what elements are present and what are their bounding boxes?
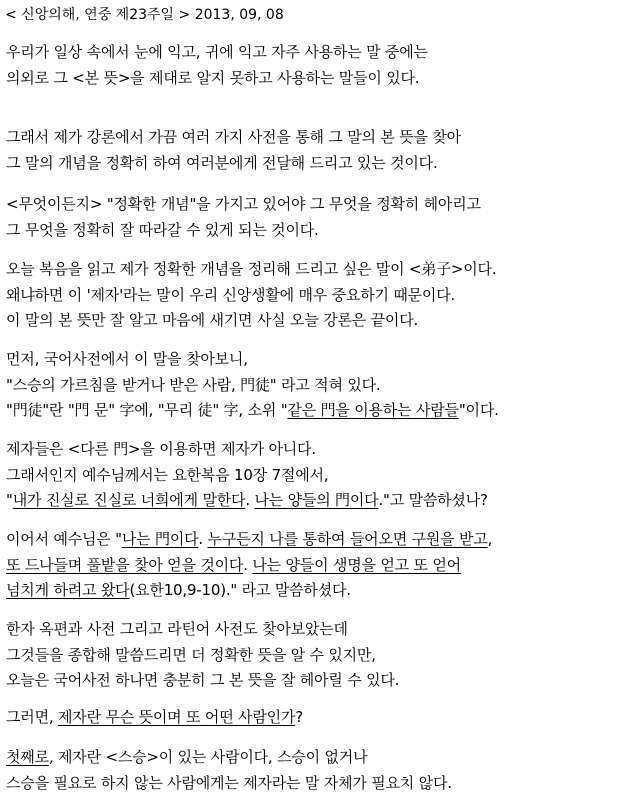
paragraph <box>6 745 616 796</box>
text-line <box>6 527 616 553</box>
text-segment: 오늘 복음을 읽고 제가 정확한 개념을 정리해 드리고 싶은 말이 <弟子>이다. <box>6 260 497 278</box>
text-line <box>6 617 616 643</box>
text-segment: ."고 말씀하셨나? <box>378 491 488 509</box>
text-segment: , 제자란 <스승>이 있는 사람이다, 스승이 없거나 <box>48 748 368 766</box>
text-line <box>6 668 616 694</box>
underlined-phrase: 나는 양들의 門이다 <box>254 491 379 509</box>
text-segment: 그래서 제가 강론에서 가끔 여러 가지 사전을 통해 그 말의 본 뜻을 찾아 <box>6 128 461 146</box>
underlined-phrase: 넘치게 하려고 왔다 <box>6 581 130 599</box>
paragraph <box>6 40 616 91</box>
text-line <box>6 745 616 771</box>
underlined-phrase: 누구든지 나를 통하여 들어오면 구원을 받고 <box>207 530 488 548</box>
text-line <box>6 463 616 489</box>
text-line <box>6 66 616 92</box>
paragraph <box>6 257 616 334</box>
text-line <box>6 151 616 177</box>
text-line <box>6 643 616 669</box>
text-line <box>6 398 616 424</box>
text-line <box>6 705 616 731</box>
text-segment: 그래서인지 예수님께서는 요한복음 10장 7절에서, <box>6 465 329 484</box>
text-segment: 스승을 필요로 하지 않는 사람에게는 제자라는 말 자체가 필요치 않다. <box>6 773 452 792</box>
paragraph <box>6 347 616 424</box>
paragraph <box>6 705 616 731</box>
paragraph <box>6 437 616 514</box>
underlined-phrase: 첫째로 <box>6 748 49 766</box>
text-line <box>6 437 616 463</box>
text-segment: "이다. <box>458 401 499 419</box>
text-line <box>6 218 616 244</box>
text-segment: . <box>198 530 208 548</box>
breadcrumb-header: < 신앙의해, 연중 제23주일 > 2013, 09, 08 <box>5 7 284 23</box>
text-segment: 먼저, 국어사전에서 이 말을 찾아보니, <box>6 350 248 368</box>
text-line <box>6 283 616 309</box>
text-line <box>6 308 616 334</box>
text-segment: (요한10,9-10)." 라고 말씀하셨다. <box>129 581 351 599</box>
text-segment: 오늘은 국어사전 하나면 충분히 그 본 뜻을 잘 헤아릴 수 있다. <box>6 671 400 689</box>
underlined-phrase: 같은 門을 이용하는 사람들 <box>287 401 459 419</box>
paragraph <box>6 617 616 694</box>
text-line <box>6 771 616 797</box>
paragraph <box>6 125 616 176</box>
text-line <box>6 125 616 151</box>
text-line <box>6 347 616 373</box>
text-segment: , <box>487 530 493 548</box>
underlined-phrase: 또 드나들며 풀밭을 찾아 얻을 것이다 <box>6 555 244 574</box>
text-segment: 이어서 예수님은 " <box>6 530 122 548</box>
text-line <box>6 553 616 579</box>
text-line <box>6 257 616 283</box>
text-segment: 의외로 그 <본 뜻>을 제대로 알지 못하고 사용하는 말들이 있다. <box>6 68 420 87</box>
text-segment: <무엇이든지> "정확한 개념"을 가지고 있어야 그 무엇을 정확히 헤아리고 <box>6 195 481 213</box>
text-segment: 제자들은 <다른 門>을 이용하면 제자가 아니다. <box>6 440 316 458</box>
text-line <box>6 192 616 218</box>
text-segment: 한자 옥편과 사전 그리고 라틴어 사전도 찾아보았는데 <box>6 620 348 638</box>
text-segment: "門徒"란 "門 문" 字에, "무리 徒" 字, 소위 " <box>6 401 288 419</box>
text-line <box>6 578 616 604</box>
underlined-phrase: 제자란 무슨 뜻이며 또 어떤 사람인가 <box>58 708 296 726</box>
text-line <box>6 488 616 514</box>
text-segment: ? <box>295 708 303 726</box>
text-segment: 우리가 일상 속에서 눈에 익고, 귀에 익고 자주 사용하는 말 중에는 <box>6 43 428 61</box>
underlined-phrase: 나는 양들이 생명을 얻고 또 얻어 <box>252 555 461 574</box>
text-segment: 그 말의 개념을 정확히 하여 여러분에게 전달해 드리고 있는 것이다. <box>6 153 438 172</box>
text-segment: 왜냐하면 이 '제자'라는 말이 우리 신앙생활에 매우 중요하기 때문이다. <box>6 285 456 304</box>
underlined-phrase: 내가 진실로 진실로 너희에게 말한다 <box>12 491 246 509</box>
text-segment: 그 무엇을 정확히 잘 따라갈 수 있게 되는 것이다. <box>6 220 319 239</box>
text-segment: 이 말의 본 뜻만 잘 알고 마음에 새기면 사실 오늘 강론은 끝이다. <box>6 311 419 329</box>
text-line <box>6 373 616 399</box>
text-segment: "스승의 가르침을 받거나 받은 사람, 門徒" 라고 적혀 있다. <box>6 375 381 394</box>
text-segment: 그러면, <box>6 708 59 726</box>
paragraph <box>6 527 616 604</box>
underlined-phrase: 나는 門이다 <box>121 530 199 548</box>
text-line <box>6 40 616 66</box>
text-segment: . <box>243 555 253 574</box>
text-segment: . <box>245 491 255 509</box>
text-segment: " <box>6 491 13 509</box>
text-segment: 그것들을 종합해 말씀드리면 더 정확한 뜻을 알 수 있지만, <box>6 645 376 664</box>
paragraph <box>6 192 616 243</box>
